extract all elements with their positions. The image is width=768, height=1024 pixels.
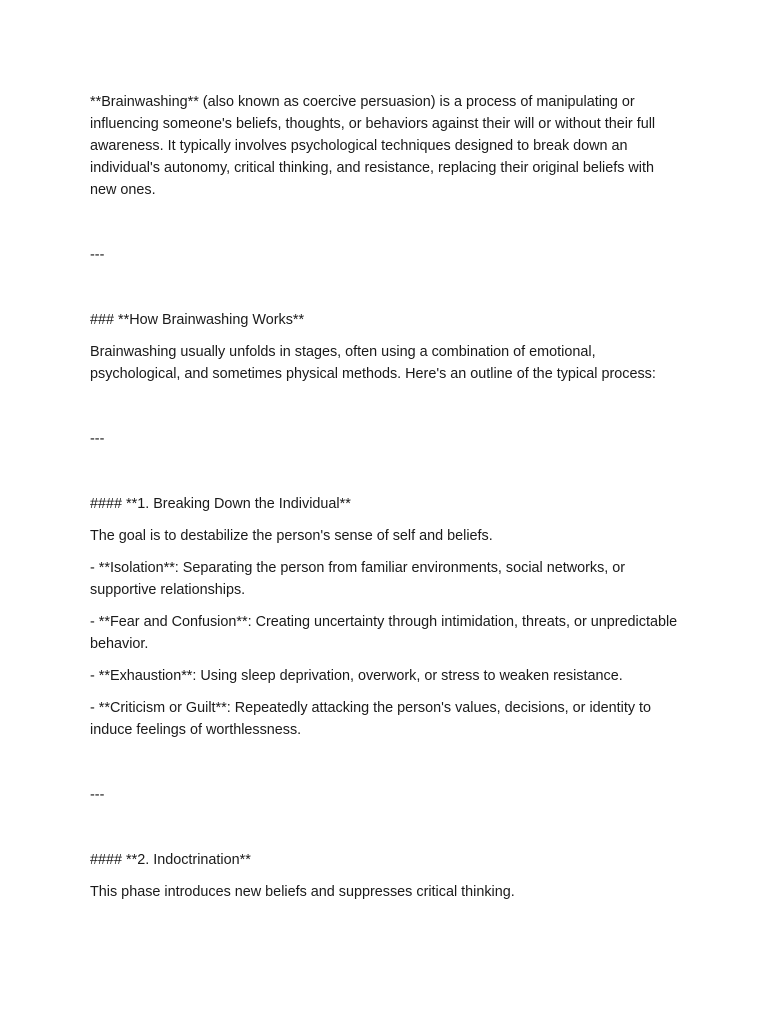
intro-paragraph: **Brainwashing** (also known as coercive persuasion) is a process of manipulating or influencing someone's beliefs, thoughts, or behaviors against their will or without their full awareness. It typically involves psychological techniques designed to break down an individual's autonomy, critical thinking, and resistance, replacing their original beliefs with new ones. <box>90 94 656 198</box>
list-item-fear-confusion: - **Fear and Confusion**: Creating uncertainty through intimidation, threats, or unpredictable behavior. <box>90 614 678 652</box>
document-body <box>90 91 678 903</box>
separator: --- <box>90 247 105 263</box>
list-item-isolation: - **Isolation**: Separating the person from familiar environments, social networks, or supportive relationships. <box>90 560 626 598</box>
separator: --- <box>90 431 105 447</box>
stage-2-heading: #### **2. Indoctrination** <box>90 852 251 868</box>
list-item-criticism-guilt: - **Criticism or Guilt**: Repeatedly attacking the person's values, decisions, or identity to induce feelings of worthlessness. <box>90 700 652 738</box>
stage-2-intro: This phase introduces new beliefs and suppresses critical thinking. <box>90 884 515 900</box>
stage-1-intro: The goal is to destabilize the person's sense of self and beliefs. <box>90 528 493 544</box>
separator: --- <box>90 787 105 803</box>
stage-1-heading: #### **1. Breaking Down the Individual** <box>90 496 351 512</box>
how-it-works-paragraph: Brainwashing usually unfolds in stages, often using a combination of emotional, psychological, and sometimes physical methods. Here's an outline of the typical process: <box>90 344 656 382</box>
list-item-exhaustion: - **Exhaustion**: Using sleep deprivation, overwork, or stress to weaken resistance. <box>90 668 623 684</box>
section-heading-how-it-works: ### **How Brainwashing Works** <box>90 312 305 328</box>
